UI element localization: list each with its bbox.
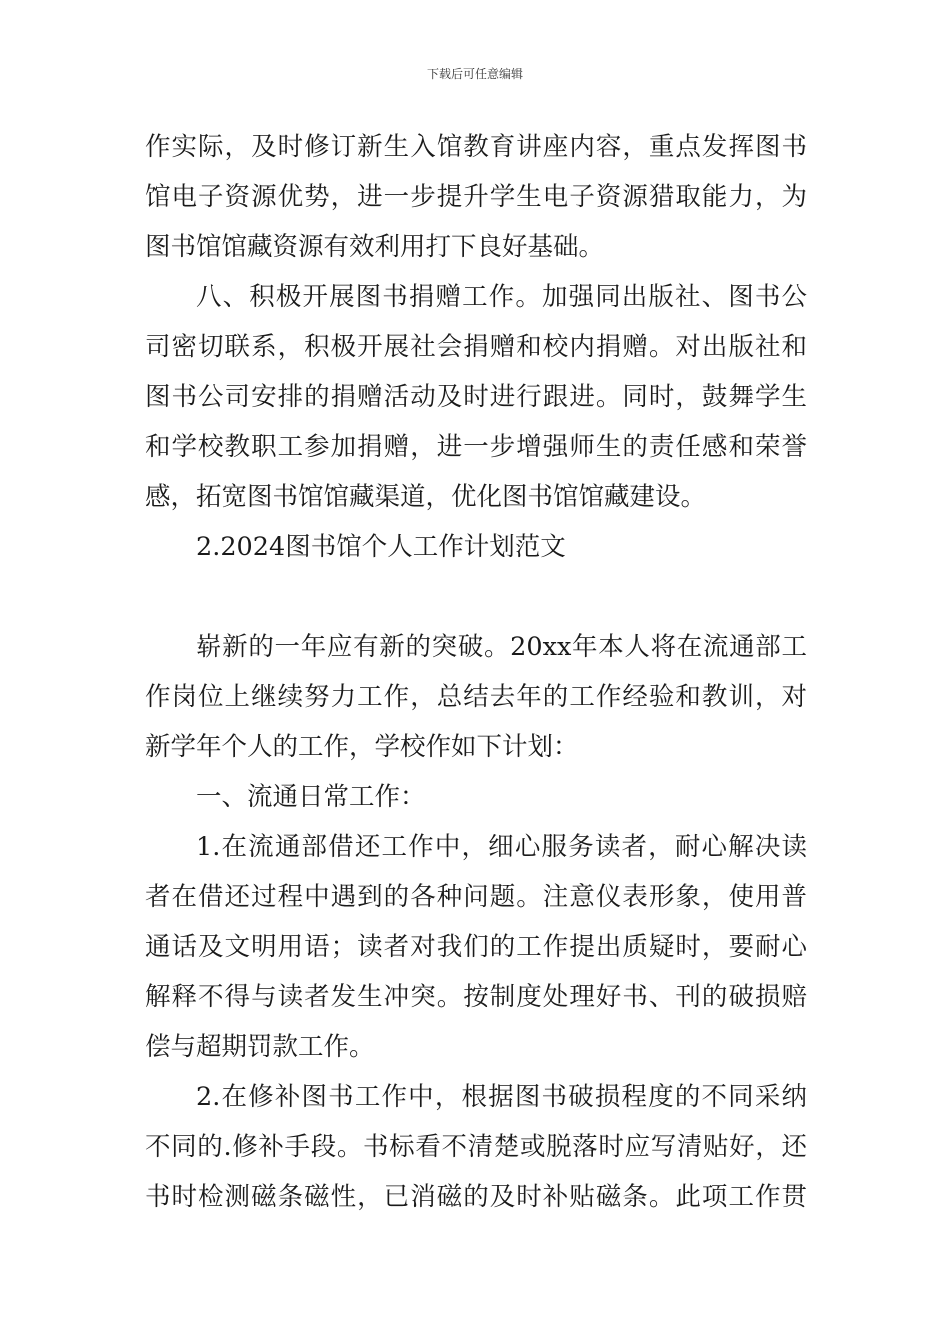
- text-line: 崭新的一年应有新的突破。20xx年本人将在流通部工: [196, 632, 807, 662]
- paragraph-item-2: [145, 1072, 807, 1222]
- text-line: 图书馆馆藏资源有效利用打下良好基础。: [145, 232, 605, 262]
- paragraph-item-eight: [145, 272, 807, 522]
- text-line: 者在借还过程中遇到的各种问题。注意仪表形象，使用普: [145, 882, 807, 912]
- text-line: 八、积极开展图书捐赠工作。加强同出版社、图书公: [196, 282, 807, 312]
- text-line: 解释不得与读者发生冲突。按制度处理好书、刊的破损赔: [145, 982, 807, 1012]
- section-heading: [145, 522, 807, 572]
- paragraph-intro: [145, 622, 807, 772]
- subheading-circulation: [145, 772, 807, 822]
- text-line: 不同的.修补手段。书标看不清楚或脱落时应写清贴好，还: [145, 1132, 807, 1162]
- text-line: 作实际，及时修订新生入馆教育讲座内容，重点发挥图书: [145, 132, 807, 162]
- text-line: 图书公司安排的捐赠活动及时进行跟进。同时，鼓舞学生: [145, 382, 807, 412]
- text-line: 作岗位上继续努力工作，总结去年的工作经验和教训，对: [145, 682, 807, 712]
- blank-line: [145, 572, 807, 622]
- text-line: 2.在修补图书工作中，根据图书破损程度的不同采纳: [196, 1082, 807, 1112]
- text-line: 馆电子资源优势，进一步提升学生电子资源猎取能力，为: [145, 182, 807, 212]
- text-line: 通话及文明用语；读者对我们的工作提出质疑时，要耐心: [145, 932, 807, 962]
- section-title: 2.2024图书馆个人工作计划范文: [196, 532, 566, 562]
- page-header-note: 下载后可任意编辑: [426, 67, 523, 81]
- paragraph-item-1: [145, 822, 807, 1072]
- text-line: 新学年个人的工作，学校作如下计划：: [145, 732, 579, 762]
- text-line: 和学校教职工参加捐赠，进一步增强师生的责任感和荣誉: [145, 432, 807, 462]
- text-line: 1.在流通部借还工作中，细心服务读者，耐心解决读: [196, 832, 807, 862]
- document-body: [145, 122, 807, 1222]
- paragraph-continued: [145, 122, 807, 272]
- text-line: 偿与超期罚款工作。: [145, 1032, 375, 1062]
- text-line: 书时检测磁条磁性，已消磁的及时补贴磁条。此项工作贯: [145, 1182, 807, 1212]
- subheading-text: 一、流通日常工作：: [196, 782, 426, 812]
- text-line: 司密切联系，积极开展社会捐赠和校内捐赠。对出版社和: [145, 332, 807, 362]
- text-line: 感，拓宽图书馆馆藏渠道，优化图书馆馆藏建设。: [145, 482, 707, 512]
